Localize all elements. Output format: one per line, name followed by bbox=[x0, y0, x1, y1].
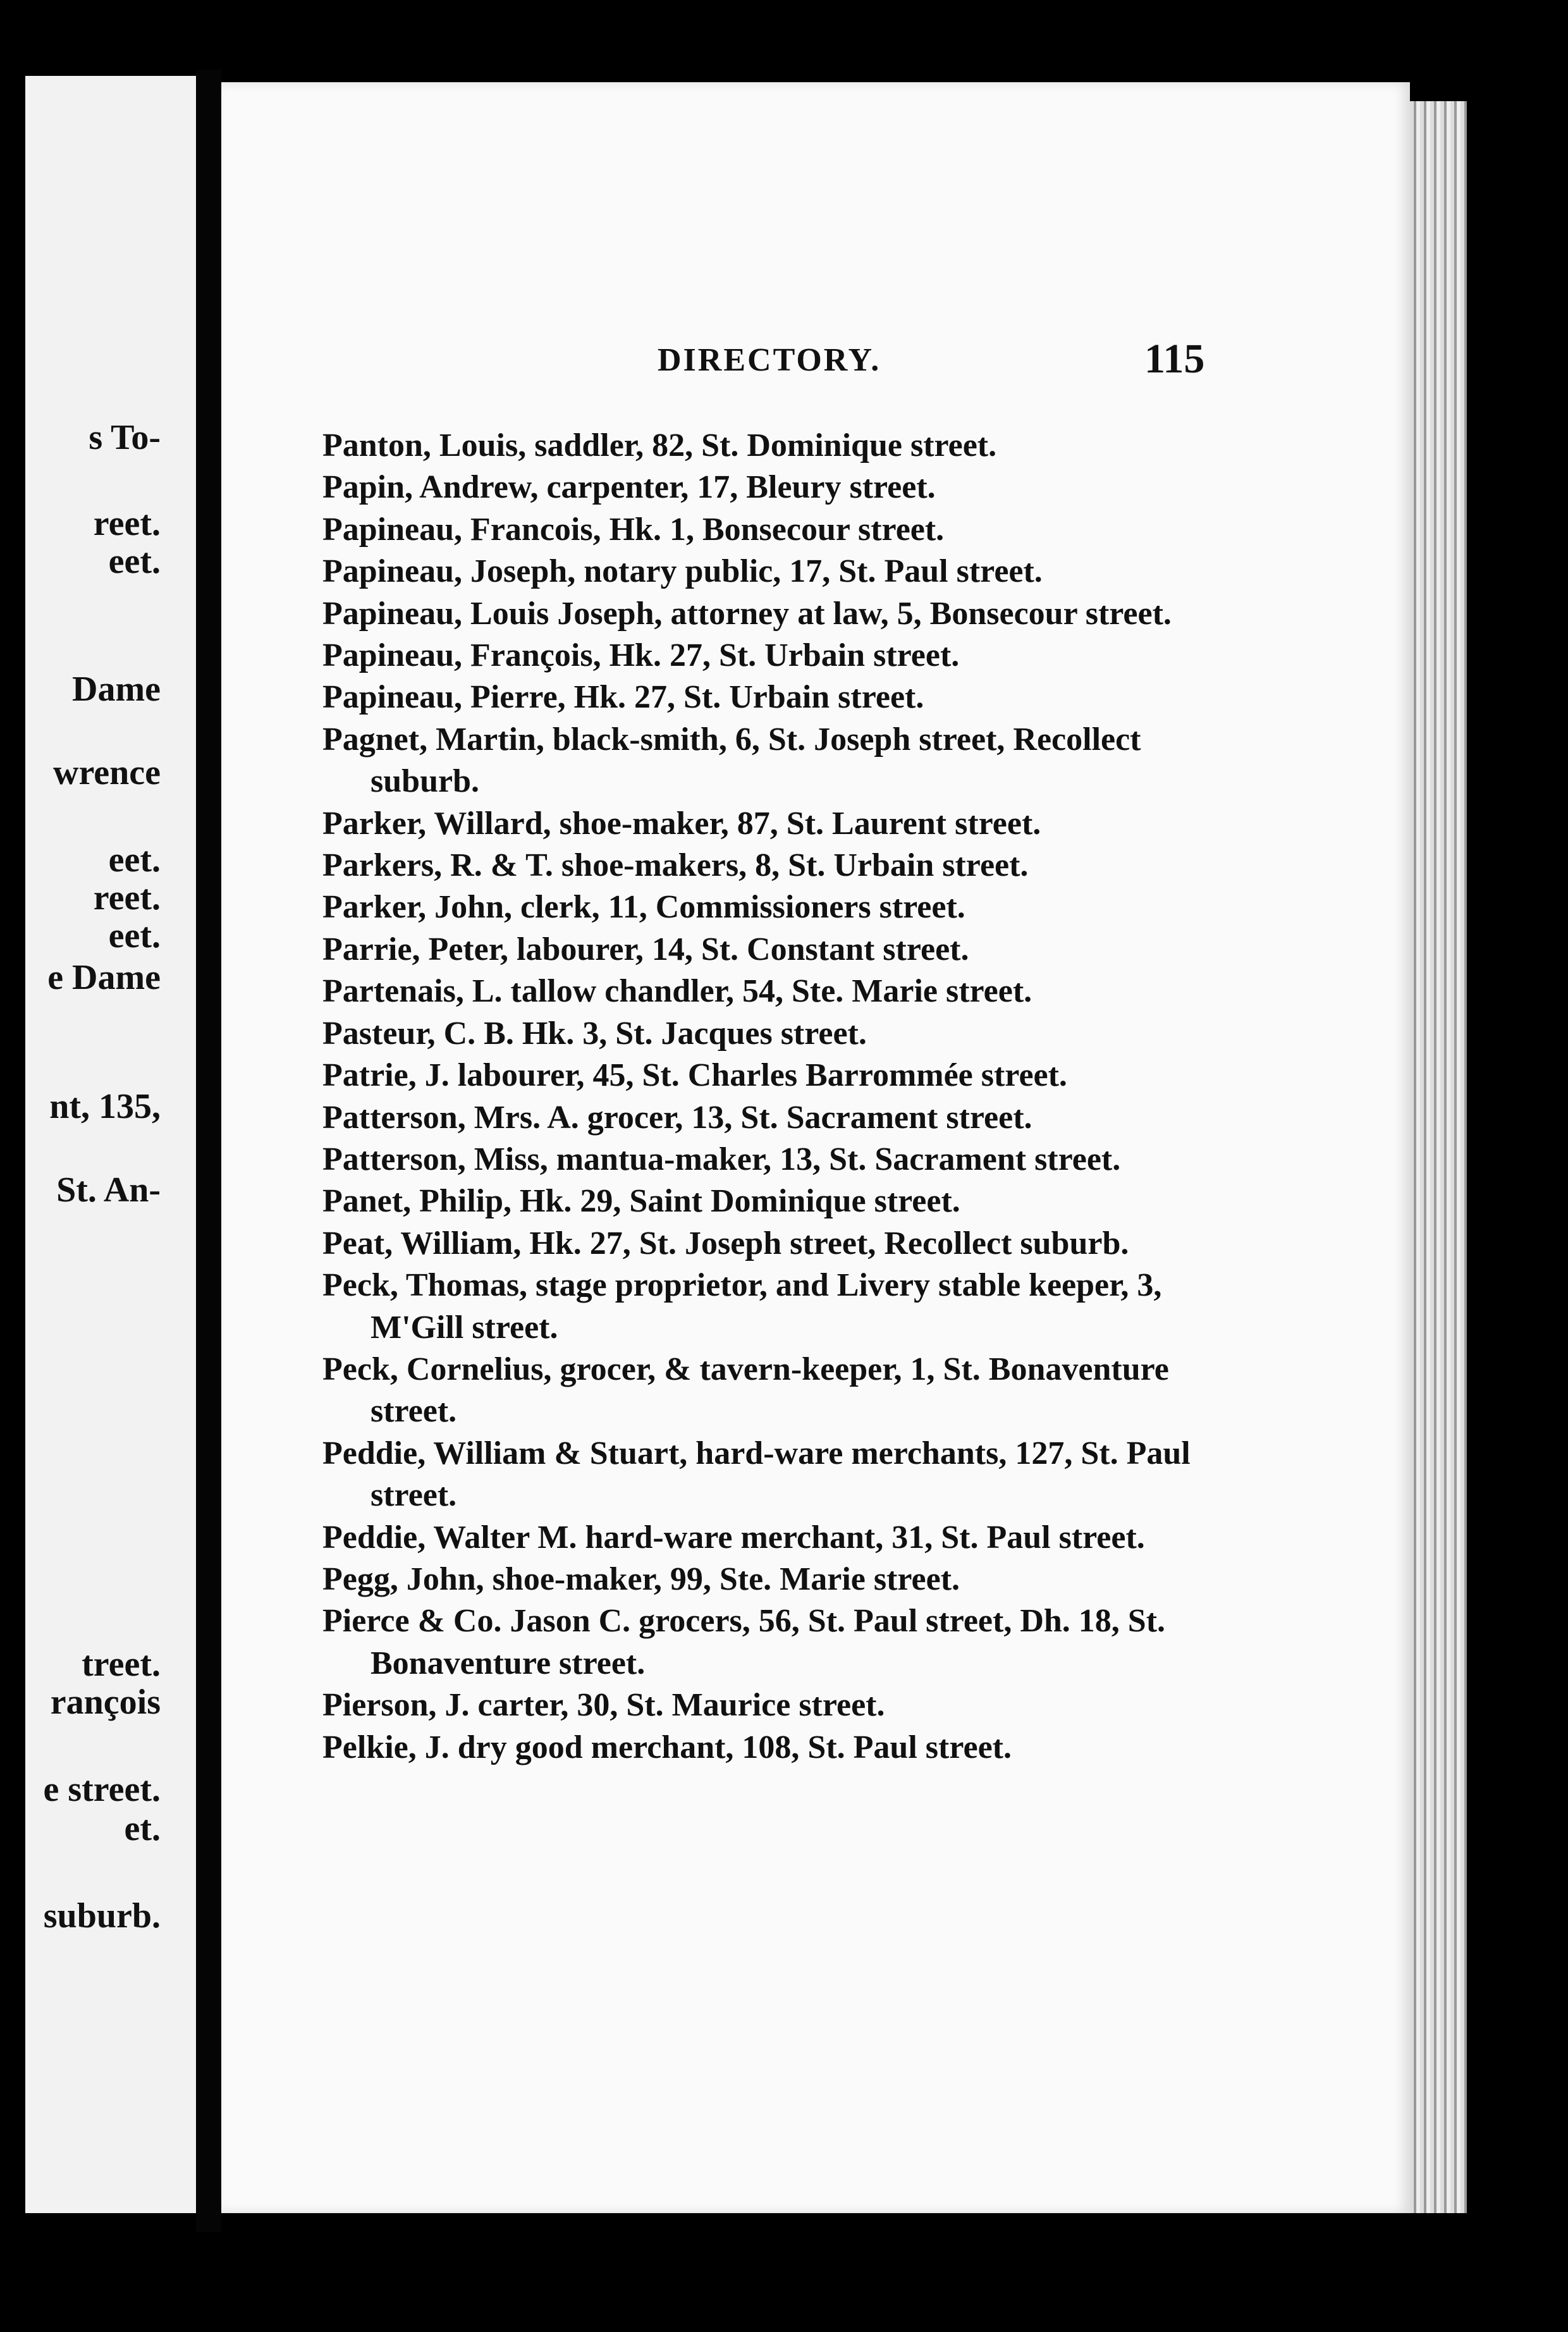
directory-entry: Partenais, L. tallow chandler, 54, Ste. Marie street. bbox=[322, 973, 1032, 1010]
left-fragment: e street. bbox=[43, 1770, 161, 1809]
directory-entry: Patterson, Mrs. A. grocer, 13, St. Sacrament street. bbox=[322, 1099, 1032, 1136]
book-gutter bbox=[196, 70, 221, 2232]
directory-entry: Papineau, Pierre, Hk. 27, St. Urbain street. bbox=[322, 679, 924, 716]
left-fragment: e Dame bbox=[47, 958, 161, 997]
left-fragment: eet. bbox=[108, 542, 161, 581]
directory-entry: Papin, Andrew, carpenter, 17, Bleury street. bbox=[322, 469, 936, 506]
page-number: 115 bbox=[1144, 336, 1205, 382]
directory-entry: Panton, Louis, saddler, 82, St. Dominique street. bbox=[322, 427, 997, 463]
left-fragment: eet. bbox=[108, 916, 161, 955]
running-head: DIRECTORY. bbox=[658, 342, 881, 378]
directory-entry: Parker, Willard, shoe-maker, 87, St. Laurent street. bbox=[322, 805, 1041, 842]
directory-entry: Pierce & Co. Jason C. grocers, 56, St. Paul street, Dh. 18, St. Bonaventure street. bbox=[322, 1603, 1166, 1681]
left-fragment: et. bbox=[124, 1809, 161, 1848]
directory-entry: Parkers, R. & T. shoe-makers, 8, St. Urbain street. bbox=[322, 847, 1029, 884]
directory-entry: Patrie, J. labourer, 45, St. Charles Barrommée street. bbox=[322, 1057, 1067, 1094]
left-page bbox=[25, 76, 196, 2213]
left-fragment: St. An- bbox=[56, 1170, 161, 1210]
left-fragment: suburb. bbox=[43, 1896, 161, 1936]
directory-entry: Peat, William, Hk. 27, St. Joseph street, Recollect suburb. bbox=[322, 1225, 1129, 1261]
left-fragment: reet. bbox=[93, 878, 161, 917]
left-fragment: eet. bbox=[108, 840, 161, 880]
left-fragment: treet. bbox=[82, 1645, 161, 1684]
directory-entry: Peddie, Walter M. hard-ware merchant, 31, St. Paul street. bbox=[322, 1519, 1145, 1556]
directory-entry: Parrie, Peter, labourer, 14, St. Constant street. bbox=[322, 931, 969, 967]
left-fragment: nt, 135, bbox=[49, 1087, 161, 1126]
directory-entries bbox=[322, 425, 1239, 1769]
directory-entry: Peck, Cornelius, grocer, & tavern-keeper, 1, St. Bonaventure street. bbox=[322, 1351, 1169, 1430]
left-fragment: rançois bbox=[50, 1683, 161, 1722]
directory-entry: Peddie, William & Stuart, hard-ware merchants, 127, St. Paul street. bbox=[322, 1435, 1191, 1514]
directory-entry: Peck, Thomas, stage proprietor, and Livery stable keeper, 3, M'Gill street. bbox=[322, 1267, 1162, 1346]
directory-entry: Papineau, Louis Joseph, attorney at law, 5, Bonsecour street. bbox=[322, 595, 1172, 632]
directory-entry: Pelkie, J. dry good merchant, 108, St. Paul street. bbox=[322, 1729, 1012, 1765]
directory-entry: Pierson, J. carter, 30, St. Maurice street. bbox=[322, 1687, 885, 1724]
directory-entry: Pegg, John, shoe-maker, 99, Ste. Marie street. bbox=[322, 1561, 960, 1597]
directory-entry: Papineau, François, Hk. 27, St. Urbain street. bbox=[322, 637, 960, 674]
directory-entry: Parker, John, clerk, 11, Commissioners street. bbox=[322, 889, 965, 926]
left-fragment: s To- bbox=[89, 418, 161, 457]
left-fragment: wrence bbox=[53, 753, 161, 792]
left-page-text-fragments bbox=[25, 76, 196, 2213]
directory-entry: Panet, Philip, Hk. 29, Saint Dominique street. bbox=[322, 1183, 960, 1220]
page-edge bbox=[1410, 101, 1467, 2213]
left-fragment: reet. bbox=[93, 504, 161, 543]
directory-entry: Patterson, Miss, mantua-maker, 13, St. Sacrament street. bbox=[322, 1141, 1121, 1177]
left-fragment: Dame bbox=[72, 670, 161, 709]
directory-entry: Pasteur, C. B. Hk. 3, St. Jacques street. bbox=[322, 1015, 867, 1052]
directory-entry: Papineau, Joseph, notary public, 17, St. Paul street. bbox=[322, 553, 1043, 590]
directory-entry: Papineau, Francois, Hk. 1, Bonsecour street. bbox=[322, 511, 945, 548]
directory-entry: Pagnet, Martin, black-smith, 6, St. Joseph street, Recollect suburb. bbox=[322, 721, 1141, 800]
